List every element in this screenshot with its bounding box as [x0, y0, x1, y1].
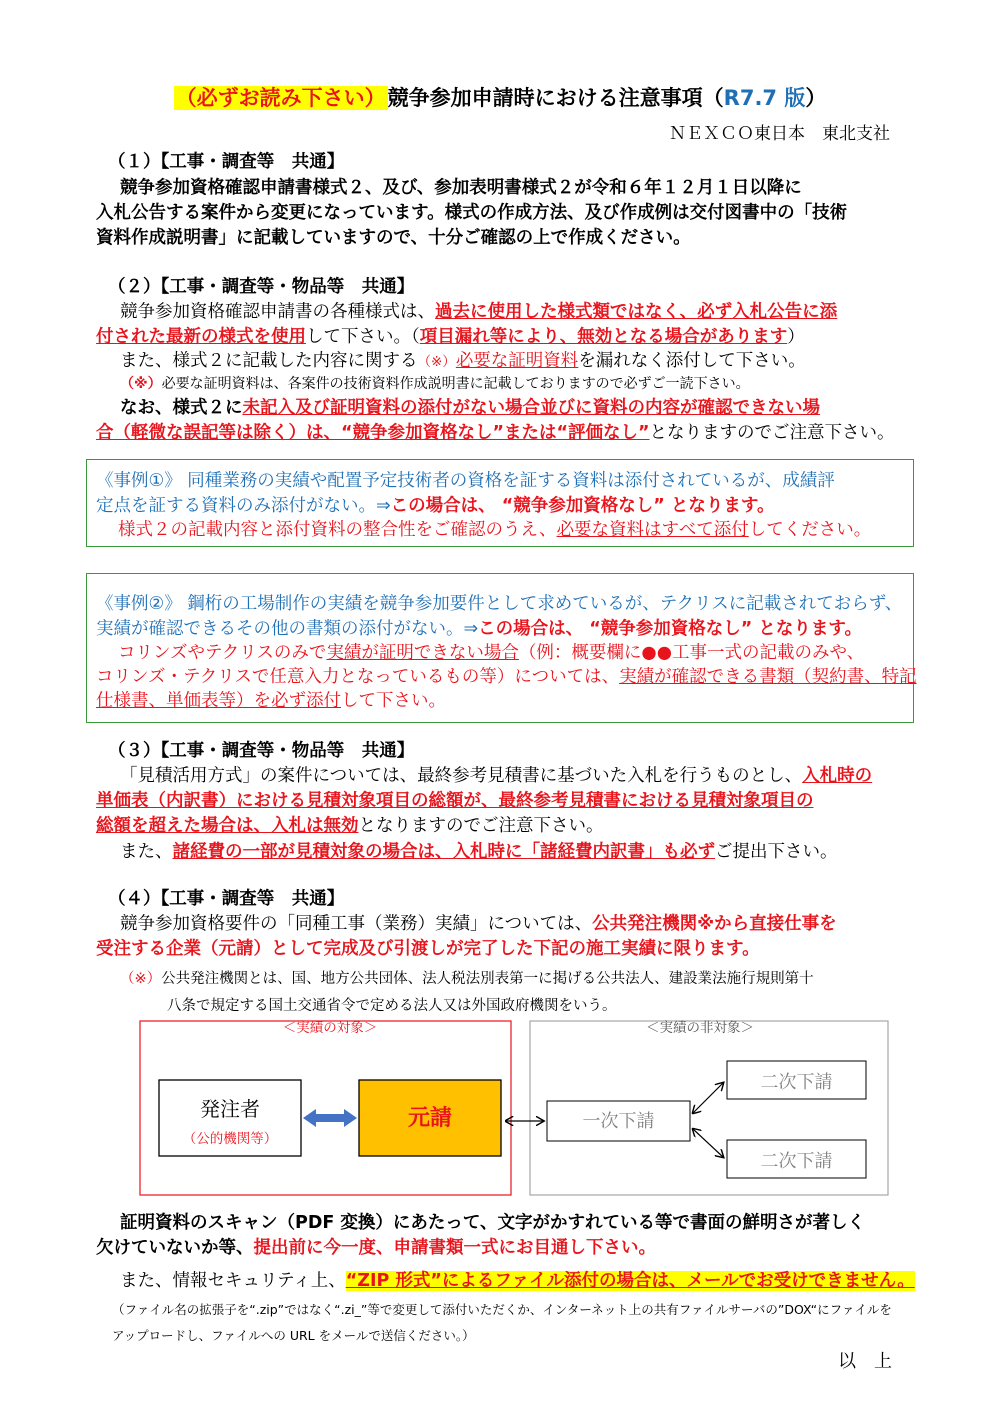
section-3-line-2: 単価表（内訳書）における見積対象項目の総額が、最終参考見積書における見積対象項目の — [96, 791, 814, 811]
emphasis: 未記入及び証明資料の添付がない場合並びに資料の内容が確認できない場 — [242, 398, 820, 418]
section-3-line-1 — [120, 764, 872, 788]
emphasis: 入札時の — [802, 766, 873, 786]
text: ご提出下さい。 — [715, 842, 838, 862]
text: となりますのでご注意下さい。 — [649, 423, 895, 443]
text: 定点を証する資料のみ添付がない。⇒ — [96, 496, 391, 516]
section-4-note-1 — [120, 967, 814, 991]
zip-note-2: アップロードし、ファイルへの URL をメールで送信ください。） — [112, 1328, 475, 1343]
note-text: 公共発注機関とは、国、地方公共団体、法人税法別表第一に掲げる公共法人、建設業法施行規則第十 — [161, 971, 814, 987]
text: コリンズ・テクリスで任意入力となっているもの等）については、 — [96, 667, 620, 687]
text: 競争参加資格確認申請書の各種様式は、 — [120, 302, 435, 322]
text: 欠けていないか等、 — [96, 1238, 254, 1258]
sub1-sub2a-arrow — [693, 1083, 723, 1113]
section-4-heading: （４）【工事・調査等 共通】 — [108, 889, 345, 909]
emphasis: この場合は、 “競争参加資格なし” となります。 — [390, 496, 775, 516]
scan-line-2 — [96, 1236, 656, 1260]
example-2-line-5 — [96, 689, 446, 713]
section-4-note-2: 八条で規定する国土交通省令で定める法人又は外国政府機関をいう。 — [167, 998, 617, 1014]
emphasis: “ZIP 形式”によるファイル添付の場合は、メールでお受けできません。 — [345, 1271, 915, 1291]
emphasis: この場合は、 “競争参加資格なし” となります。 — [478, 619, 862, 639]
emphasis: 過去に使用した様式類ではなく、必ず入札公告に添 — [435, 302, 838, 322]
sub1-label: 一次下請 — [582, 1111, 655, 1132]
emphasis: 合（軽微な誤記等は除く）は、“競争参加資格なし”または“評価なし” — [96, 423, 650, 443]
text: を漏れなく添付して下さい。 — [578, 351, 806, 371]
emphasis: 公共発注機関※から直接仕事を — [592, 914, 837, 934]
emphasis: 総額を超えた場合は、入札は無効 — [96, 816, 359, 836]
text: して下さい。（ — [306, 327, 420, 347]
section-2-line-1 — [120, 300, 837, 324]
section-4-line-1 — [120, 912, 837, 936]
section-2-line-5 — [120, 396, 820, 420]
zip-note-1: （ファイル名の拡張子を“.zip”ではなく“.zi_”等で変更して添付いただくか、インターネット上の共有ファイルサーバの”DOX“にファイルを — [112, 1302, 892, 1317]
note-mark: （※） — [120, 971, 162, 987]
section-3-heading: （３）【工事・調査等・物品等 共通】 — [108, 741, 415, 761]
orderer-sublabel: （公的機関等） — [182, 1131, 278, 1147]
sub1-sub2b-arrow — [693, 1129, 723, 1157]
emphasis: 実績が確認できる書類（契約書、特記 — [619, 667, 917, 687]
text: また、情報セキュリティ上、 — [120, 1271, 346, 1291]
text: また、 — [120, 842, 173, 862]
security-line — [120, 1269, 915, 1293]
example-2-line-3 — [118, 641, 864, 665]
sub2a-label: 二次下請 — [760, 1072, 833, 1093]
example-2-line-2 — [96, 617, 862, 641]
example-1-line-3 — [118, 518, 871, 542]
end-mark: 以 上 — [838, 1351, 892, 1372]
emphasis: 実績が証明できない場合 — [326, 643, 519, 663]
section-3-line-4 — [120, 840, 838, 864]
title-close: ） — [805, 86, 827, 110]
prime-label: 元請 — [407, 1106, 452, 1131]
section-4-line-2: 受注する企業（元請）として完成及び引渡しが完了した下記の施工実績に限ります。 — [96, 939, 760, 959]
scan-line-1: 証明資料のスキャン（PDF 変換）にあたって、文字がかすれている等で書面の鮮明さが著しく — [120, 1213, 866, 1233]
example-1-line-2 — [96, 494, 774, 518]
emphasis: 仕様書、単価表等）を必ず添付 — [96, 691, 341, 711]
section-1-line-3: 資料作成説明書」に記載していますので、十分ご確認の上で作成ください。 — [96, 228, 691, 248]
text: して下さい。 — [341, 691, 446, 711]
title-version: R7.7 版 — [723, 86, 806, 110]
text: してください。 — [748, 520, 872, 540]
example-2-line-1: 《事例②》 鋼桁の工場制作の実績を競争参加要件として求めているが、テクリスに記載されておらず、 — [96, 594, 903, 614]
target-label: ＜実績の対象＞ — [282, 1020, 378, 1036]
text: 様式２の記載内容と添付資料の整合性をご確認のうえ、 — [118, 520, 557, 540]
section-2-heading: （２）【工事・調査等・物品等 共通】 — [108, 277, 415, 297]
title-main: 競争参加申請時における注意事項（ — [387, 86, 724, 110]
organization: ＮＥＸＣＯ東日本 東北支社 — [669, 124, 890, 144]
emphasis: 項目漏れ等により、無効となる場合があります — [419, 327, 788, 347]
note-mark: （※） — [417, 354, 456, 370]
section-2-note — [120, 372, 750, 396]
sub2b-label: 二次下請 — [760, 1151, 833, 1172]
note-mark: （※） — [120, 376, 162, 392]
text: コリンズやテクリスのみで — [118, 643, 327, 663]
text: となりますのでご注意下さい。 — [358, 816, 604, 836]
section-2-line-2 — [96, 325, 805, 349]
text: 実績が確認できるその他の書類の添付がない。⇒ — [96, 619, 479, 639]
orderer-label: 発注者 — [200, 1097, 260, 1121]
section-1-heading: （１）【工事・調査等 共通】 — [108, 152, 345, 172]
section-1-line-2: 入札公告する案件から変更になっています。様式の作成方法、及び作成例は交付図書中の「技術 — [96, 203, 848, 223]
section-2-line-3 — [120, 349, 806, 374]
emphasis: 必要な証明資料 — [455, 351, 579, 371]
emphasis: 必要な資料はすべて添付 — [556, 520, 749, 540]
example-1-line-1: 《事例①》 同種業務の実績や配置予定技術者の資格を証する資料は添付されているが、成績評 — [96, 471, 835, 491]
blue-double-arrow — [303, 1109, 357, 1127]
text: なお、様式２に — [120, 398, 243, 418]
note-text: 必要な証明資料は、各案件の技術資料作成説明書に記載しておりますので必ずご一読下さい。 — [161, 376, 750, 392]
emphasis: 提出前に今一度、申請書類一式にお目通し下さい。 — [253, 1238, 656, 1258]
section-1-line-1: 競争参加資格確認申請書様式２、及び、参加表明書様式２が令和６年１２月１日以降に — [120, 178, 802, 198]
example-2-line-4 — [96, 665, 917, 689]
title-highlight: （必ずお読み下さい） — [175, 86, 386, 110]
text: また、様式２に記載した内容に関する — [120, 351, 418, 371]
emphasis: 諸経費の一部が見積対象の場合は、入札時に「諸経費内訳書」も必ず — [172, 842, 715, 862]
section-3-line-3 — [96, 814, 604, 838]
text: ） — [787, 327, 805, 347]
section-2-line-6 — [96, 421, 895, 445]
emphasis: 付された最新の様式を使用 — [96, 327, 306, 347]
text: 競争参加資格要件の「同種工事（業務）実績」については、 — [120, 914, 593, 934]
page-title — [0, 82, 1000, 112]
text: 「見積活用方式」の案件については、最終参考見積書に基づいた入札を行うものとし、 — [120, 766, 803, 786]
nontarget-label: ＜実績の非対象＞ — [646, 1020, 754, 1036]
text: （例：概要欄に●●工事一式の記載のみや、 — [518, 643, 865, 663]
